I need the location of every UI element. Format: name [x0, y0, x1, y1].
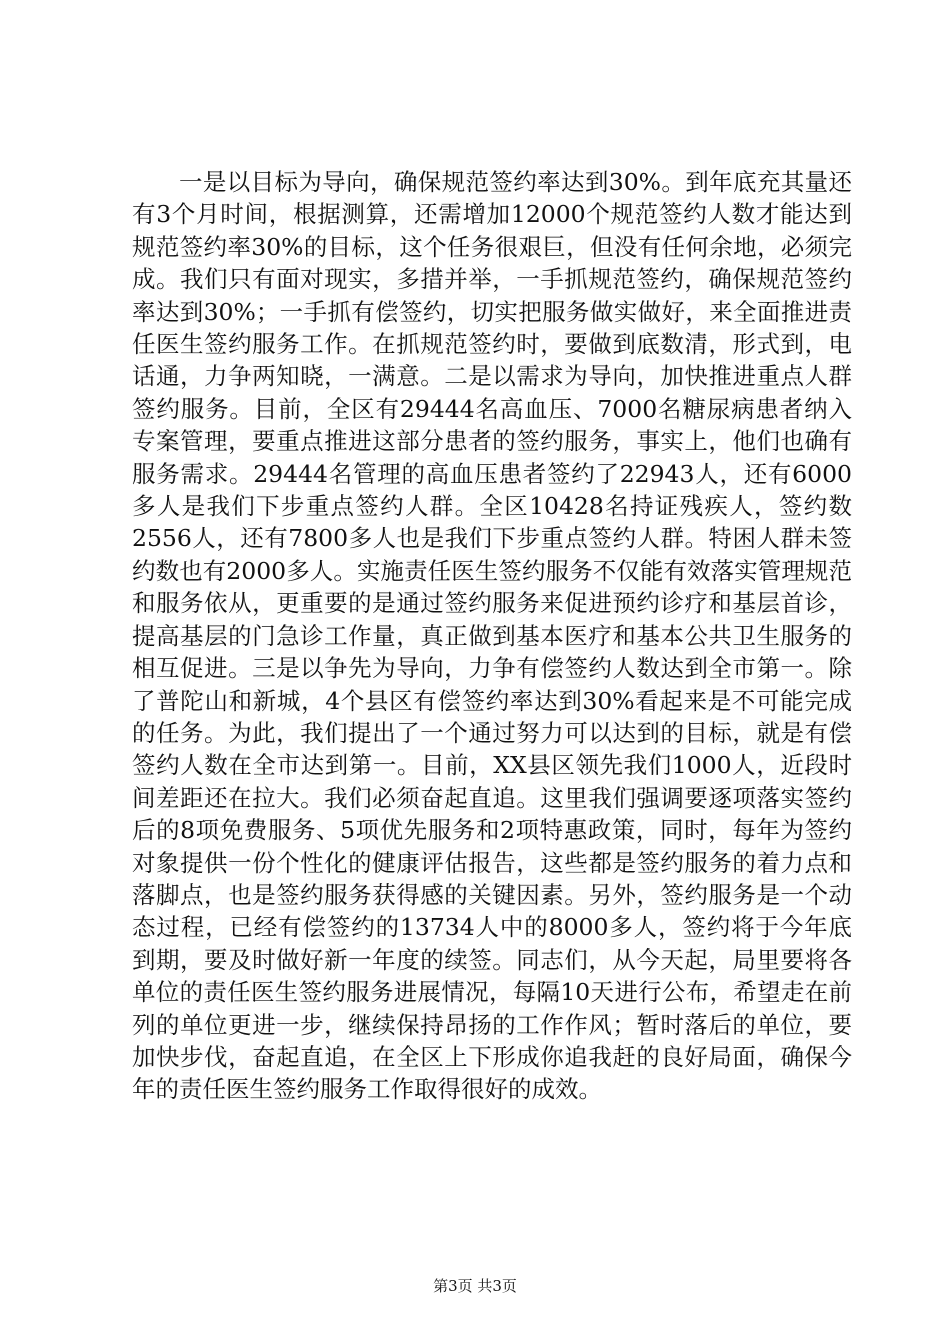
body-paragraph: 一是以目标为导向，确保规范签约率达到30%。到年底充其量还有3个月时间，根据测算，还需增加12000个规范签约人数才能达到规范签约率30%的目标，这个任务很艰巨，但没有任何余地，必须完成。我们只有面对现实，多措并举，一手抓规范签约，确保规范签约率达到30%；一手抓有偿签约，切实把服务做实做好，来全面推进责任医生签约服务工作。在抓规范签约时，要做到底数清，形式到，电话通，力争两知晓，一满意。二是以需求为导向，加快推进重点人群签约服务。目前，全区有29444名高血压、7000名糖尿病患者纳入专案管理，要重点推进这部分患者的签约服务，事实上，他们也确有服务需求。29444名管理的高血压患者签约了22943人，还有6000多人是我们下步重点签约人群。全区10428名持证残疾人，签约数2556人，还有7800多人也是我们下步重点签约人群。特困人群未签约数也有2000多人。实施责任医生签约服务不仅能有效落实管理规范和服务依从，更重要的是通过签约服务来促进预约诊疗和基层首诊，提高基层的门急诊工作量，真正做到基本医疗和基本公共卫生服务的相互促进。三是以争先为导向，力争有偿签约人数达到全市第一。除了普陀山和新城，4个县区有偿签约率达到30%看起来是不可能完成的任务。为此，我们提出了一个通过努力可以达到的目标，就是有偿签约人数在全市达到第一。目前，XX县区领先我们1000人，近段时间差距还在拉大。我们必须奋起直追。这里我们强调要逐项落实签约后的8项免费服务、5项优先服务和2项特惠政策，同时，每年为签约对象提供一份个性化的健康评估报告，这些都是签约服务的着力点和落脚点，也是签约服务获得感的关键因素。另外，签约服务是一个动态过程，已经有偿签约的13734人中的8000多人，签约将于今年底到期，要及时做好新一年度的续签。同志们，从今天起，局里要将各单位的责任医生签约服务进展情况，每隔10天进行公布，希望走在前列的单位更进一步，继续保持昂扬的工作作风；暂时落后的单位，要加快步伐，奋起直追，在全区上下形成你追我赶的良好局面，确保今年的责任医生签约服务工作取得很好的成效。 [132, 168, 852, 1104]
page-footer: 第3页 共3页 [433, 1277, 517, 1295]
